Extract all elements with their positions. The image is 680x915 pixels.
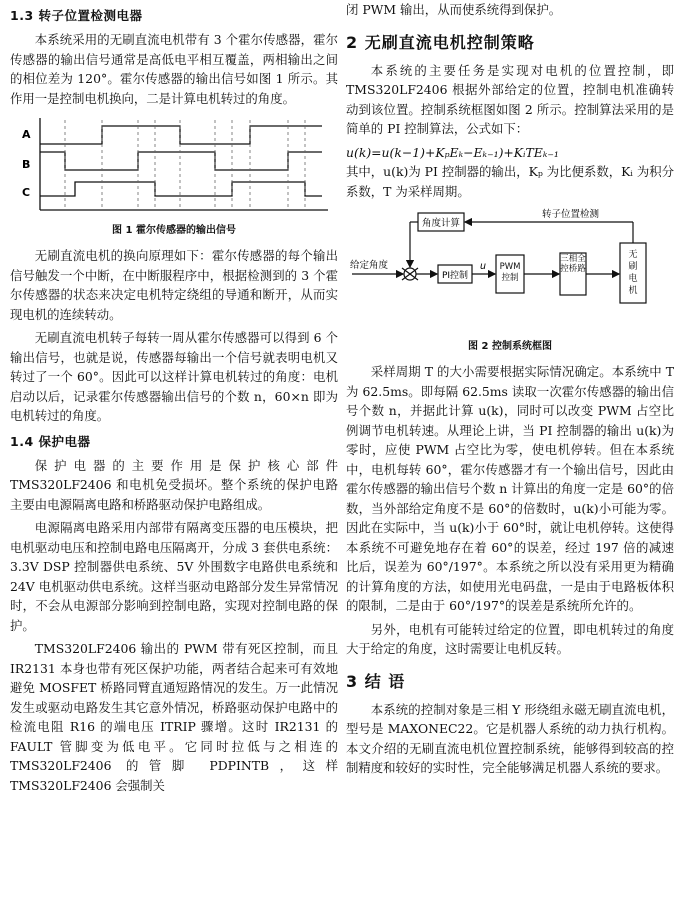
- paragraph: 无刷直流电机转子每转一周从霍尔传感器可以得到 6 个输出信号，也就是说，传感器每输出一个信号就表明电机又转过了一个 60°。因此可以这样计算电机转过的角度：电机启动以后，记录霍尔传感器输出信号的个数 n，60×n 即为电机转过的角度。: [10, 330, 338, 423]
- waveform-b: [40, 152, 322, 170]
- paragraph: 闭 PWM 输出，从而使系统得到保护。: [346, 2, 562, 17]
- section-heading-1-3: 1.3 转子位置检测电器: [10, 8, 143, 23]
- paragraph: 电源隔离电路采用内部带有隔离变压器的电压模块，把电机驱动电压和控制电路电压隔离开，分成 3 套供电系统：3.3V DSP 控制器供电系统、5V 外围数字电路供电系统和 24V 电机驱动供电系统。这样当驱动电路部分发生异常情况时，不会从电源部分影响到控制电路，实现对控制电路的保护。: [10, 520, 338, 633]
- signal-label-c: C: [22, 186, 31, 199]
- given-angle-label: 给定角度: [350, 260, 389, 271]
- paragraph: 无刷直流电机的换向原理如下：霍尔传感器的每个输出信号触发一个中断，在中断服程序中，根据检测到的 3 个霍尔传感器的状态来决定电机特定绕组的导通和断开，从而实现电机的连续转动。: [10, 248, 338, 322]
- section-heading-3: 3 结 语: [346, 671, 406, 691]
- rotor-detect-label: 转子位置检测: [542, 209, 600, 220]
- paragraph: 保护电器的主要作用是保护核心部件 TMS320LF2406 和电机免受损坏。整个系统的保护电路主要由电源隔离电路和桥路驱动保护电路组成。: [10, 457, 338, 512]
- section-heading-2: 2 无刷直流电机控制策略: [346, 32, 535, 52]
- paragraph: TMS320LF2406 输出的 PWM 带有死区控制，而且 IR2131 本身也带有死区保护功能，两者结合起来可有效地避免 MOSFET 桥路同臂直通短路情况的发生。万一此情况发生或驱动电路发生其它意外情况，桥路驱动保护电路中的检流电阻 R16 的端电压 ITRIP 骤增。这时 IR2131 的 FAULT 管脚变为低电平。它同时拉低与之相连的 TMS320LF2406 的管脚 PDPINTB，这样 TMS320LF2406 会强制关: [10, 641, 338, 793]
- signal-label-b: B: [22, 158, 31, 171]
- waveform-c: [40, 182, 322, 196]
- paragraph: 其中，u(k)为 PI 控制器的输出，Kₚ 为比便系数，Kᵢ 为积分系数，T 为采样周期。: [346, 164, 674, 199]
- figure-1-caption: 图 1 霍尔传感器的输出信号: [112, 225, 236, 236]
- pwm-label: PWM控制: [499, 262, 521, 283]
- waveform-a: [40, 126, 322, 144]
- signal-label-a: A: [22, 128, 31, 141]
- hall-sensor-waveform-figure: [10, 112, 338, 217]
- paragraph: 采样周期 T 的大小需要根据实际情况确定。本系统中 T 为 62.5ms。即每隔 62.5ms 读取一次霍尔传感器的输出信号个数 n，并据此计算 u(k)，同时可以改变 PWM 占空比例调节电机转速。从理论上讲，当 PI 控制器的输出 u(k)为零时，应使 PWM 占空比为零，使电机停转。但在本系统中，电机每转 60°，霍尔传感器才有一个输出信号，因此由霍尔传感器的输出信号个数 n 计算出的角度一定是 60°的倍数，当外部给定角度不是 60°的倍数时，u(k)小可能为零。因此在实际中，当 u(k)小于 60°时，就让电机停转。这使得本系统不可避免地存在着 60°的误差，经过 197 倍的减速比后，误差为 60°/197°。本系统之所以没有采用更为精确的计算角度的方法，如使用光电码盘，一是由于电路板体积的限制，二是由于 60°/197°的误差是系统所允许的。: [346, 364, 674, 613]
- paragraph: 本系统的控制对象是三相 Y 形绕组永磁无刷直流电机，型号是 MAXONEC22。它是机器人系统的动力执行机构。本文介绍的无刷直流电机位置控制系统，能够得到较高的控制精度和较好的实时性，完全能够满足机器人系统的要求。: [346, 701, 674, 775]
- pi-label: PI控制: [441, 271, 469, 281]
- paragraph: 另外，电机有可能转过给定的位置，即电机转过的角度大于给定的角度，这时需要让电机反转。: [346, 621, 674, 656]
- section-heading-1-4: 1.4 保护电器: [10, 433, 91, 449]
- bridge-label: 三相全控桥路: [560, 254, 586, 274]
- left-column: [10, 0, 338, 799]
- paragraph: 本系统采用的无刷直流电机带有 3 个霍尔传感器，霍尔传感器的输出信号通常是高低电平相互覆盖，两相输出之间的相位差为 120°。霍尔传感器的输出信号如图 1 所示。其作用一是控制电机换向，二是计算电机转过的角度。: [10, 32, 338, 106]
- control-block-diagram: [346, 205, 674, 333]
- pi-formula: u(k)=u(k−1)+KₚEₖ−Eₖ₋₁)+KᵢTEₖ₋₁: [346, 144, 559, 160]
- right-column: [346, 0, 674, 782]
- figure-2-caption: 图 2 控制系统框图: [468, 341, 552, 352]
- angle-calc-label: 角度计算: [421, 218, 461, 229]
- motor-label: 无刷电机: [628, 250, 638, 296]
- u-label: u: [480, 261, 487, 272]
- paragraph: 本系统的主要任务是实现对电机的位置控制，即 TMS320LF2406 根据外部给定的位置，控制电机准确转动到该位置。控制系统框图如图 2 所示。控制算法采用的是简单的 PI 控制算法，公式如下：: [346, 62, 674, 136]
